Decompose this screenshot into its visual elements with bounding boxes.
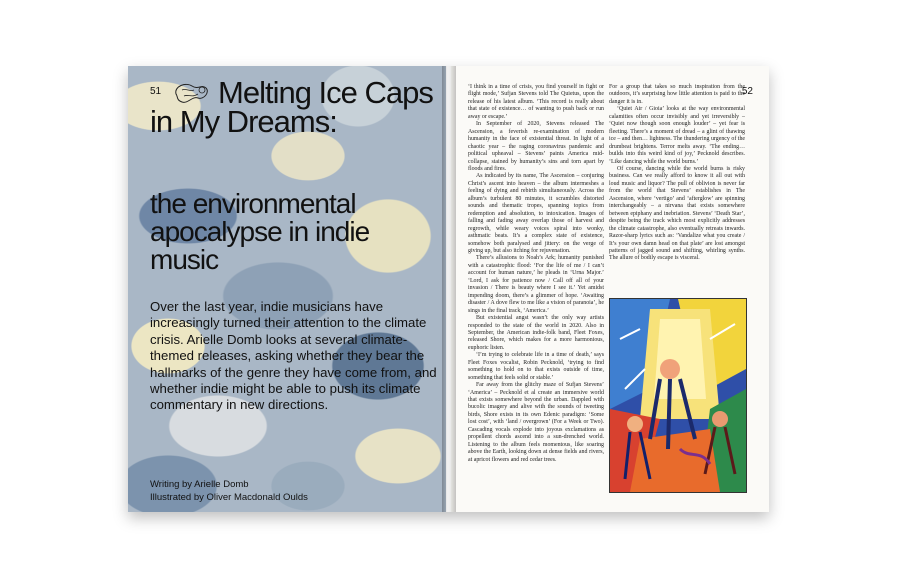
article-title: Melting Ice Caps in My Dreams: [150, 75, 433, 139]
dancing-crowd-painting [610, 299, 746, 492]
article-subtitle: the environmental apocalypse in indie music [150, 188, 370, 275]
paragraph: For a group that takes so much inspiration from the outdoors, it’s surprising how little attention is paid to the danger it is in. [609, 84, 745, 105]
paragraph: But existential angst wasn’t the only way artists responded to the state of the world in 2020. Also in September, the American indie-folk band, Fleet Foxes, released Shore, which makes for a more harmonious, euphoric listen. [468, 315, 604, 351]
writer-credit: Writing by Arielle Domb [150, 479, 249, 490]
paragraph: In September of 2020, Stevens released The Ascension, a feverish re-examination of modern humanity in the face of existential threat. In light of a chaotic year – the raging coronavirus pandemic and political upheaval – Stevens’ paints America mid-collapse, stained by humanity’s sins and torn apart by floods and fires. [468, 121, 604, 172]
page-gutter [442, 66, 456, 512]
paragraph: ‘Quiet Air / Gioia’ looks at the way environmental calamities often occur invisibly and yet irreversibly – ‘Quiet now though soon enough louder’ – yet fear is fleeting. There’s a moment of dread – a glint of thawing ice – and then… lightness. The thundering urgency of the drumbeat brightens. Terror melts away. ‘The ending… builds into this weird kind of joy,’ Pecknold describes. ‘Like dancing while the world burns.’ [609, 106, 745, 165]
body-column-1 [468, 84, 604, 464]
illustrator-credit: Illustrated by Oliver Macdonald Oulds [150, 492, 308, 503]
paragraph: ‘I’m trying to celebrate life in a time of death,’ says Fleet Foxes vocalist, Robin Pecknold, ‘trying to find something to hold on to that exists outside of time, something that feels solid or stable.’ [468, 352, 604, 381]
paragraph: Far away from the glitchy maze of Sufjan Stevens’ ‘America’ – Pecknold et al create an immersive world that exists somewhere beyond the urban. Dappled with bucolic imagery and alive with the sounds of tweeting birds, Shore exists in its own Edenic paradigm: ‘Some lost cost’, with ‘land / overgrown’ (For a Week or Two). Cascading vocals explode into joyous exclamations as propellent chords ascend into a sun-drenched world. Listening to the album feels momentous, like soaring above the Earth, looking down at dense fields and rivers, at apricot flowers and red cedar trees. [468, 382, 604, 463]
paragraph: Of course, dancing while the world burns is risky business. Can we really afford to know it all out with loud music and liquor? The pull of oblivion is never far from the world that Stevens’ establishes in The Ascension, where ‘vertigo’ and ‘afterglow’ are spinning interchangeably – a nirvana that exists somewhere between epiphany and inebriation. Stevens’ ‘Death Star’, despite being the track which most explicitly addresses the climate catastrophe, also eventually retreats inwards. Razor-sharp lyrics such as: ‘Vandalize what you create / It’s your own damn head on that plate’ are lost amongst patterns of jagged sound and shifting, whirling synths. The allure of bodily escape is visceral. [609, 165, 745, 262]
paragraph: ‘I think in a time of crisis, you find yourself in fight or flight mode,’ Sufjan Stevens told The Quietus, upon the release of his latest album. ‘This record is really about that state of existence… of wanting to push back or run away or escape.’ [468, 84, 604, 120]
credits [150, 478, 308, 504]
left-page [128, 66, 446, 512]
paragraph: There’s allusions to Noah’s Ark; humanity punished with a catastrophic flood: ‘For the life of me / I can’t account for human nature,’ he pleads in ‘Urna Major.’ ‘Lord, I ask for patience now / Call off all of your invasion / There is beauty where I see it.’ Yet amidst impending doom, there’s a glimmer of hope. ‘Awaiting disaster / A dove flew to me like a vision of paranoia’, he sings in the final track, ‘America.’ [468, 255, 604, 314]
magazine-spread [128, 66, 769, 512]
paragraph: As indicated by its name, The Ascension – conjuring Christ’s ascent into heaven – the album intermeshes a feeling of dying and rebirth simultaneously. Across the album’s turbulent 80 minutes, it scrambles distorted sounds and thematic tropes, spanning topics from redemption and absolution, to intoxication. Images of falling and fading away overlap those of harvest and regrowth, while weary voices spiral into wonky, asthmatic beats. It’s a complex state of existence, somehow both paralysed and jittery: on the verge of giving up, but also itching for rejuvenation. [468, 173, 604, 254]
standfirst: Over the last year, indie musicians have increasingly turned their attention to the climate crisis. Arielle Domb looks at several climate-themed releases, asking whether they bear the hallmarks of the genre they have come from, and whether indie might be able to push its climate commentary in new directions. [150, 299, 437, 413]
page-number-left: 51 [150, 86, 162, 97]
right-page [451, 66, 769, 512]
body-column-2 [609, 84, 745, 263]
illustration-image [609, 298, 747, 493]
page-number-right: 52 [741, 86, 753, 97]
